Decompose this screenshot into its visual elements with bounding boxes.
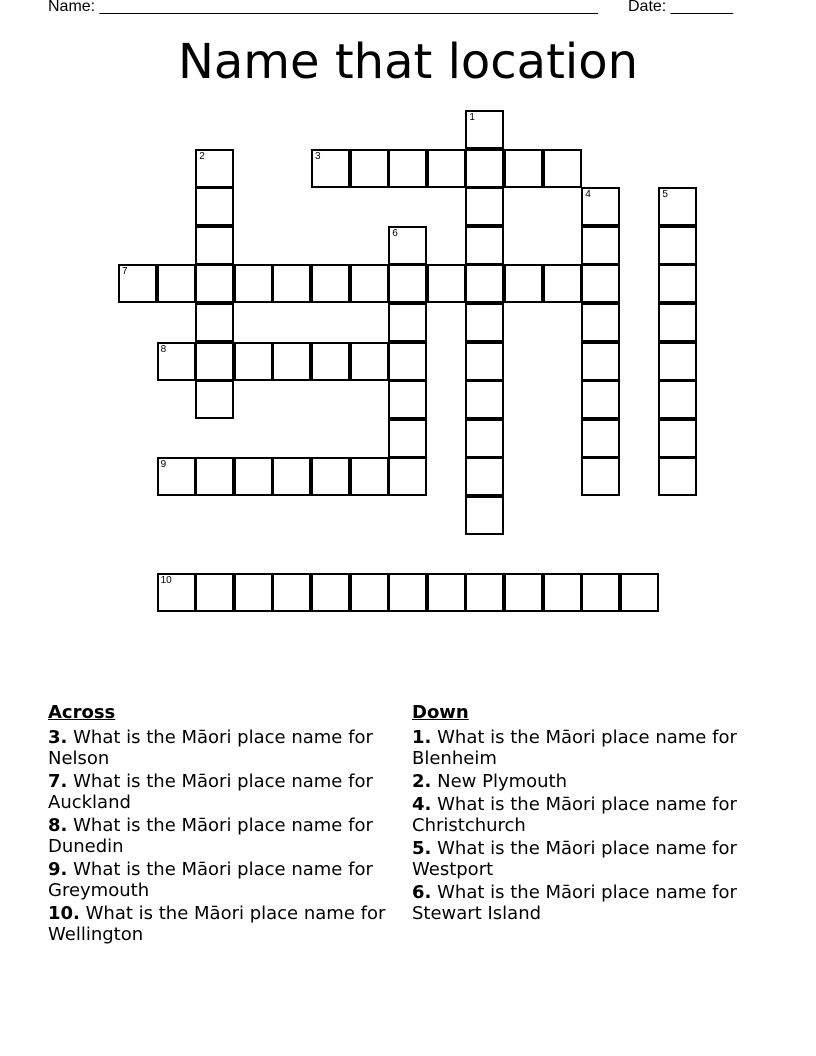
clue-across-3: [48, 727, 388, 769]
clue-text: What is the Māori place name for Auckland: [48, 771, 373, 813]
crossword-cell[interactable]: [388, 573, 427, 612]
across-heading: Across: [48, 702, 116, 723]
crossword-cell[interactable]: [311, 149, 350, 188]
crossword-cell[interactable]: [350, 149, 389, 188]
clue-number: 2.: [412, 771, 432, 792]
crossword-cell[interactable]: [658, 419, 697, 458]
crossword-cell[interactable]: [388, 457, 427, 496]
down-clues: [412, 702, 752, 926]
clue-across-7: [48, 771, 388, 813]
clue-down-4: [412, 794, 752, 836]
clue-text: What is the Māori place name for Dunedin: [48, 815, 373, 857]
crossword-cell[interactable]: [465, 419, 504, 458]
crossword-cell[interactable]: [234, 457, 273, 496]
clue-number: 6.: [412, 882, 432, 903]
clue-number: 7.: [48, 771, 68, 792]
clue-number: 9.: [48, 859, 68, 880]
clue-across-10: [48, 903, 388, 945]
crossword-cell[interactable]: [620, 573, 659, 612]
clue-number: 4.: [412, 794, 432, 815]
crossword-cell[interactable]: [272, 342, 311, 381]
crossword-cell[interactable]: [581, 303, 620, 342]
crossword-cell[interactable]: [465, 226, 504, 265]
crossword-cell[interactable]: [658, 342, 697, 381]
clue-number: 5.: [412, 838, 432, 859]
crossword-cell[interactable]: [388, 264, 427, 303]
crossword-cell[interactable]: [311, 264, 350, 303]
crossword-cell[interactable]: [543, 149, 582, 188]
crossword-cell[interactable]: [465, 573, 504, 612]
crossword-cell[interactable]: [388, 380, 427, 419]
cell-number: 4: [585, 189, 591, 201]
crossword-cell[interactable]: [195, 149, 234, 188]
crossword-cell[interactable]: [311, 342, 350, 381]
crossword-cell[interactable]: [581, 342, 620, 381]
clue-text: New Plymouth: [437, 771, 568, 792]
crossword-cell[interactable]: [465, 187, 504, 226]
cell-number: 7: [122, 266, 128, 278]
clue-across-9: [48, 859, 388, 901]
crossword-cell[interactable]: [581, 380, 620, 419]
crossword-cell[interactable]: [195, 187, 234, 226]
crossword-cell[interactable]: [350, 342, 389, 381]
clue-text: What is the Māori place name for Nelson: [48, 727, 373, 769]
name-field-label: Name: ________________________________________________________: [48, 0, 598, 15]
cell-number: 5: [662, 189, 668, 201]
clue-text: What is the Māori place name for Blenheim: [412, 727, 737, 769]
crossword-cell[interactable]: [504, 149, 543, 188]
crossword-cell[interactable]: [658, 303, 697, 342]
crossword-cell[interactable]: [234, 342, 273, 381]
crossword-cell[interactable]: [581, 419, 620, 458]
crossword-cell[interactable]: [658, 187, 697, 226]
crossword-cell[interactable]: [157, 457, 196, 496]
crossword-cell[interactable]: [465, 110, 504, 149]
clue-text: What is the Māori place name for Christchurch: [412, 794, 737, 836]
crossword-cell[interactable]: [581, 457, 620, 496]
crossword-cell[interactable]: [388, 226, 427, 265]
crossword-cell[interactable]: [465, 342, 504, 381]
crossword-cell[interactable]: [118, 264, 157, 303]
crossword-cell[interactable]: [350, 457, 389, 496]
cell-number: 1: [469, 112, 475, 123]
cell-number: 2: [199, 150, 205, 162]
crossword-cell[interactable]: [195, 342, 234, 381]
clue-number: 10.: [48, 903, 80, 924]
crossword-cell[interactable]: [465, 149, 504, 188]
crossword-cell[interactable]: [388, 419, 427, 458]
clue-number: 1.: [412, 727, 432, 748]
clue-text: What is the Māori place name for Wellington: [48, 903, 386, 945]
cell-number: 9: [160, 459, 167, 471]
cell-number: 10: [160, 575, 172, 587]
crossword-cell[interactable]: [427, 149, 466, 188]
crossword-cell[interactable]: [195, 303, 234, 342]
clue-down-2: [412, 771, 752, 792]
crossword-cell[interactable]: [581, 187, 620, 226]
crossword-cell[interactable]: [272, 573, 311, 612]
crossword-cell[interactable]: [658, 264, 697, 303]
clue-text: What is the Māori place name for Westport: [412, 838, 737, 880]
crossword-cell[interactable]: [350, 264, 389, 303]
down-heading: Down: [412, 702, 469, 723]
clue-text: What is the Māori place name for Stewart Island: [412, 882, 737, 924]
crossword-cell[interactable]: [504, 264, 543, 303]
crossword-cell[interactable]: [195, 264, 234, 303]
crossword-cell[interactable]: [195, 573, 234, 612]
crossword-cell[interactable]: [465, 380, 504, 419]
crossword-cell[interactable]: [311, 573, 350, 612]
crossword-cell[interactable]: [465, 264, 504, 303]
crossword-cell[interactable]: [272, 457, 311, 496]
crossword-cell[interactable]: [543, 264, 582, 303]
across-clues: [48, 702, 388, 947]
cell-number: 6: [392, 227, 398, 239]
crossword-cell[interactable]: [388, 149, 427, 188]
clue-text: What is the Māori place name for Greymouth: [48, 859, 373, 901]
cell-number: 3: [315, 150, 321, 162]
crossword-cell[interactable]: [658, 457, 697, 496]
clue-across-8: [48, 815, 388, 857]
crossword-cell[interactable]: [272, 264, 311, 303]
crossword-cell[interactable]: [465, 303, 504, 342]
crossword-cell[interactable]: [581, 264, 620, 303]
crossword-cell[interactable]: [195, 226, 234, 265]
page-title: Name that location: [177, 34, 639, 90]
crossword-cell[interactable]: [543, 573, 582, 612]
crossword-cell[interactable]: [504, 573, 543, 612]
crossword-cell[interactable]: [465, 496, 504, 535]
crossword-cell[interactable]: [234, 264, 273, 303]
crossword-cell[interactable]: [388, 342, 427, 381]
crossword-cell[interactable]: [195, 380, 234, 419]
crossword-cell[interactable]: [157, 342, 196, 381]
crossword-cell[interactable]: [581, 226, 620, 265]
crossword-cell[interactable]: [195, 457, 234, 496]
crossword-cell[interactable]: [427, 264, 466, 303]
date-field-label: Date: _______: [628, 0, 733, 15]
clue-number: 8.: [48, 815, 68, 836]
clue-number: 3.: [48, 727, 68, 748]
crossword-cell[interactable]: [157, 573, 196, 612]
crossword-cell[interactable]: [658, 226, 697, 265]
crossword-cell[interactable]: [658, 380, 697, 419]
crossword-cell[interactable]: [388, 303, 427, 342]
crossword-cell[interactable]: [427, 573, 466, 612]
crossword-cell[interactable]: [157, 264, 196, 303]
crossword-cell[interactable]: [581, 573, 620, 612]
clue-down-5: [412, 838, 752, 880]
clue-down-1: [412, 727, 752, 769]
crossword-cell[interactable]: [234, 573, 273, 612]
crossword-cell[interactable]: [311, 457, 350, 496]
crossword-cell[interactable]: [465, 457, 504, 496]
cell-number: 8: [160, 343, 167, 355]
crossword-cell[interactable]: [350, 573, 389, 612]
clue-down-6: [412, 882, 752, 924]
